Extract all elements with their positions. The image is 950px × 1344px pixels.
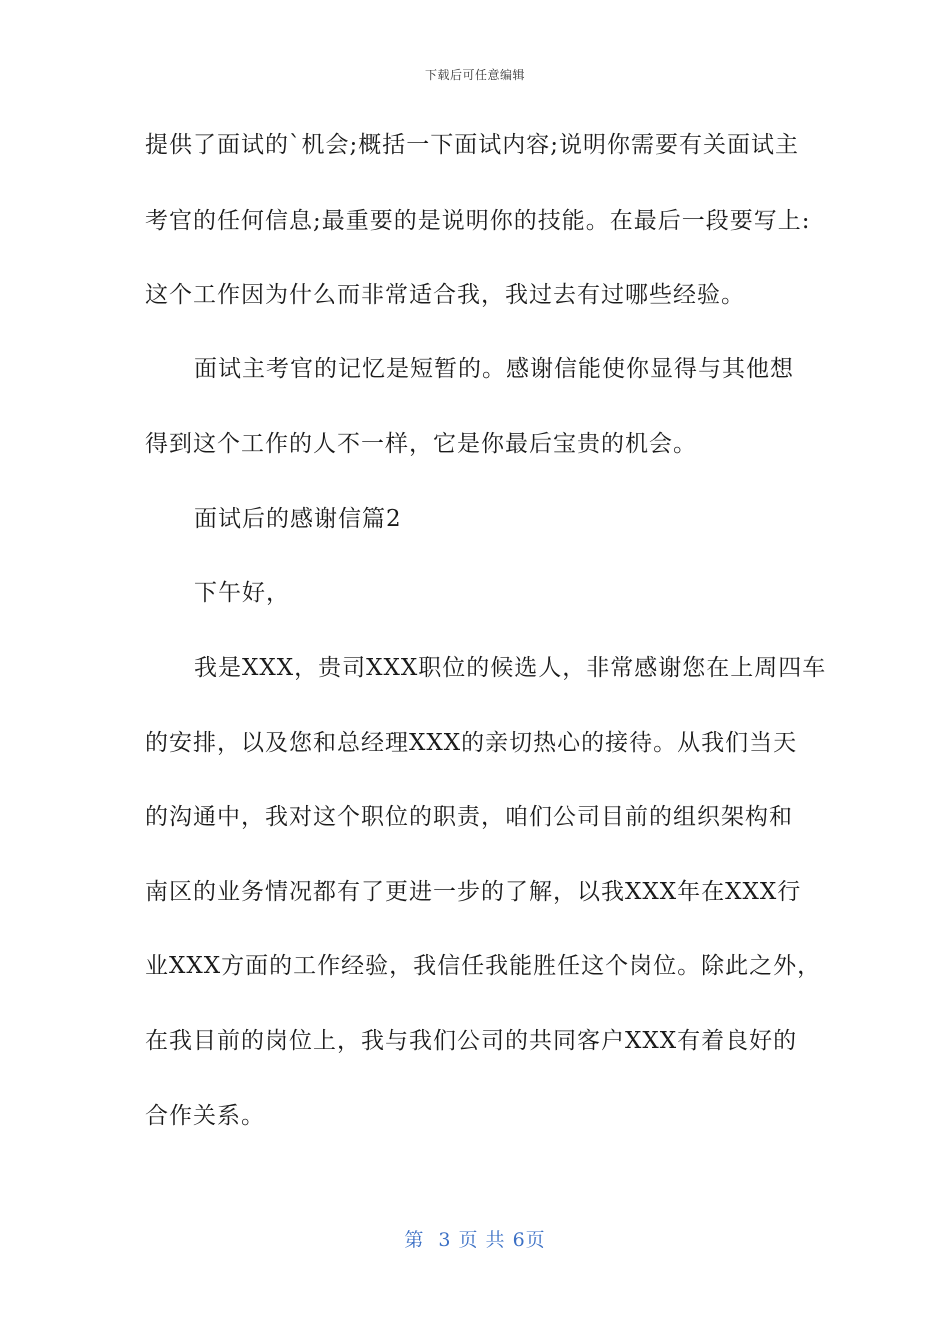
body-line: 的沟通中，我对这个职位的职责，咱们公司目前的组织架构和: [145, 804, 793, 830]
page-header: 下载后可任意编辑: [424, 68, 525, 82]
body-line: 在我目前的岗位上，我与我们公司的共同客户XXX有着良好的: [145, 1028, 798, 1054]
body-line: 考官的任何信息;最重要的是说明你的技能。在最后一段要写上:: [145, 208, 811, 234]
body-line: 面试主考官的记忆是短暂的。感谢信能使你显得与其他想: [194, 356, 794, 382]
greeting-line: 下午好，: [194, 580, 290, 606]
body-line: 这个工作因为什么而非常适合我，我过去有过哪些经验。: [145, 282, 745, 308]
body-line: 南区的业务情况都有了更进一步的了解，以我XXX年在XXX行: [145, 879, 802, 905]
body-line: 我是XXX，贵司XXX职位的候选人，非常感谢您在上周四车: [194, 655, 827, 681]
body-line: 的安排，以及您和总经理XXX的亲切热心的接待。从我们当天: [145, 730, 798, 756]
body-line: 提供了面试的`机会;概括一下面试内容;说明你需要有关面试主: [145, 132, 799, 158]
section-heading: 面试后的感谢信篇2: [194, 506, 402, 532]
page-number-footer: 第 3 页 共 6页: [404, 1229, 546, 1251]
body-line: 合作关系。: [145, 1103, 265, 1129]
body-line: 业XXX方面的工作经验，我信任我能胜任这个岗位。除此之外，: [145, 953, 822, 979]
body-line: 得到这个工作的人不一样，它是你最后宝贵的机会。: [145, 431, 697, 457]
